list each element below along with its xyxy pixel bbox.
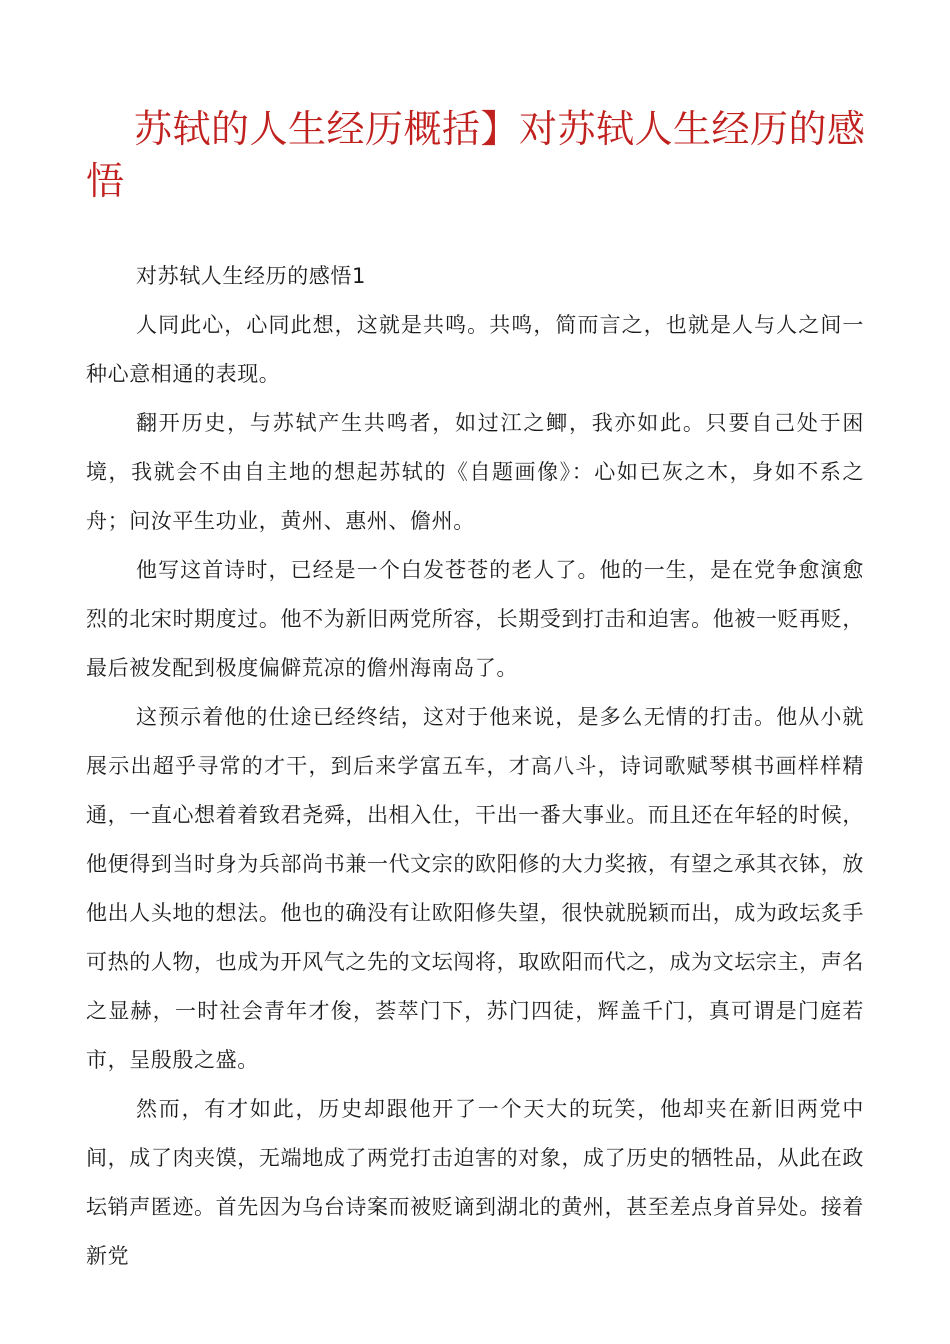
paragraph: 他写这首诗时，已经是一个白发苍苍的老人了。他的一生，是在党争愈演愈烈的北宋时期度过。他不为新旧两党所容，长期受到打击和迫害。他被一贬再贬，最后被发配到极度偏僻荒凉的儋州海南岛了。 <box>86 558 864 680</box>
document-title: 苏轼的人生经历概括】对苏轼人生经历的感悟 <box>86 107 866 203</box>
paragraph: 然而，有才如此，历史却跟他开了一个天大的玩笑，他却夹在新旧两党中间，成了肉夹馍，无端地成了两党打击迫害的对象，成了历史的牺牲品，从此在政坛销声匿迹。首先因为乌台诗案而被贬谪到湖北的黄州，甚至差点身首异处。接着新党 <box>86 1097 864 1268</box>
paragraph: 人同此心，心同此想，这就是共鸣。共鸣，简而言之，也就是人与人之间一种心意相通的表现。 <box>86 313 864 386</box>
section-heading: 对苏轼人生经历的感悟1 <box>136 264 366 288</box>
paragraph: 翻开历史，与苏轼产生共鸣者，如过江之鲫，我亦如此。只要自己处于困境，我就会不由自主地的想起苏轼的《自题画像》：心如已灰之木，身如不系之舟；问汝平生功业，黄州、惠州、儋州。 <box>86 411 864 533</box>
document-body <box>86 252 864 1281</box>
paragraph: 这预示着他的仕途已经终结，这对于他来说，是多么无情的打击。他从小就展示出超乎寻常的才干，到后来学富五车，才高八斗，诗词歌赋琴棋书画样样精通，一直心想着着致君尧舜，出相入仕，干出一番大事业。而且还在年轻的时候，他便得到当时身为兵部尚书兼一代文宗的欧阳修的大力奖掖，有望之承其衣钵，放他出人头地的想法。他也的确没有让欧阳修失望，很快就脱颖而出，成为政坛炙手可热的人物，也成为开风气之先的文坛闯将，取欧阳而代之，成为文坛宗主，声名之显赫，一时社会青年才俊，荟萃门下，苏门四徒，辉盖千门，真可谓是门庭若市，呈殷殷之盛。 <box>86 705 864 1072</box>
